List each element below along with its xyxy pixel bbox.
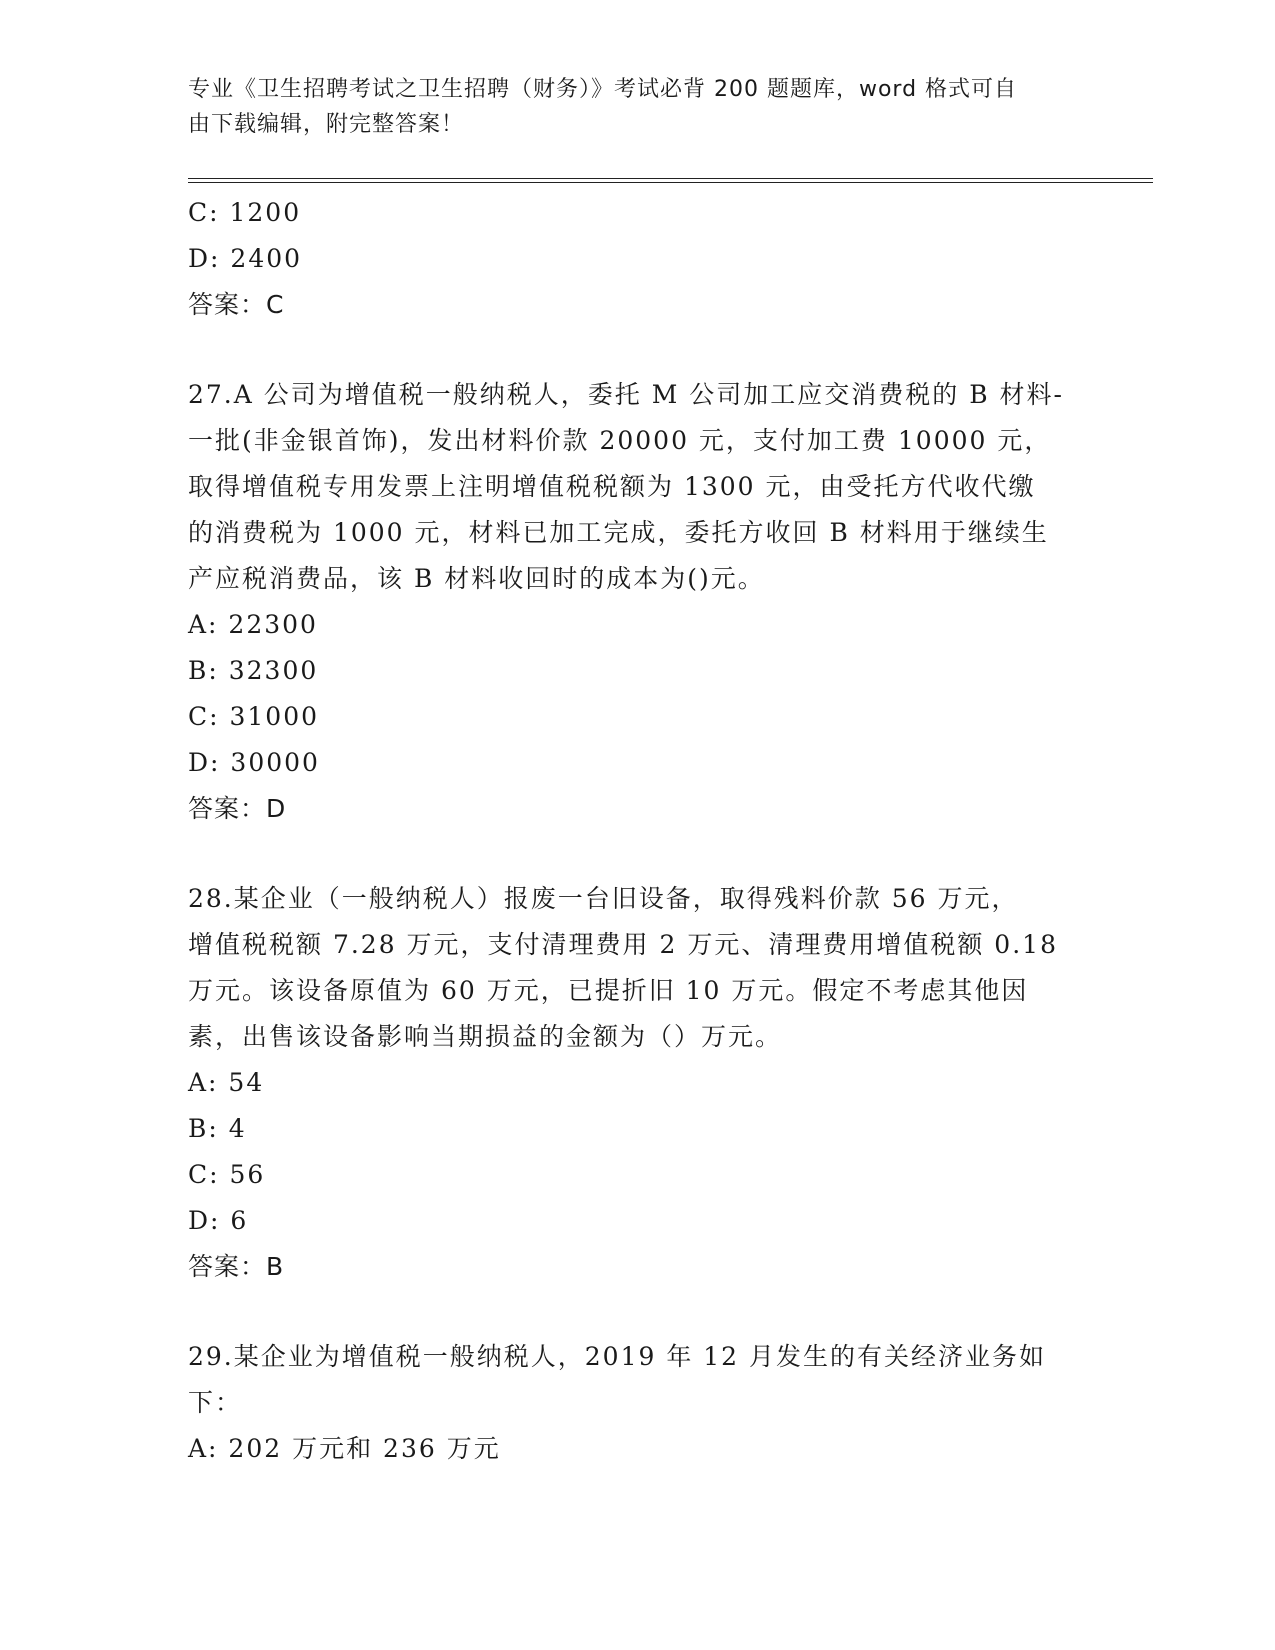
stem-line: 29.某企业为增值税一般纳税人，2019 年 12 月发生的有关经济业务如 (188, 1342, 1047, 1371)
stem-line: 的消费税为 1000 元，材料已加工完成，委托方收回 B 材料用于继续生 (188, 518, 1049, 547)
stem-line: 万元。该设备原值为 60 万元，已提折旧 10 万元。假定不考虑其他因 (188, 976, 1029, 1005)
question-stem (188, 1334, 1088, 1426)
header-line-1: 专业《卫生招聘考试之卫生招聘（财务）》考试必背 200 题题库，word 格式可自 (188, 77, 1018, 102)
question-27 (188, 372, 1088, 832)
option-b: B: 32300 (188, 656, 319, 685)
answer-line: 答案：B (188, 1252, 285, 1281)
option-c: C: 31000 (188, 702, 320, 731)
question-29 (188, 1334, 1088, 1472)
option-a: A: 202 万元和 236 万元 (188, 1434, 501, 1463)
question-stem (188, 372, 1088, 602)
option-d: D: 2400 (188, 244, 303, 273)
option-d: D: 6 (188, 1206, 249, 1235)
stem-line: 产应税消费品，该 B 材料收回时的成本为()元。 (188, 564, 765, 593)
question-26-tail (188, 190, 1088, 328)
question-28 (188, 876, 1088, 1290)
stem-line: 27.A 公司为增值税一般纳税人，委托 M 公司加工应交消费税的 B 材料- (188, 380, 1064, 409)
document-body (188, 190, 1088, 1472)
header-rule-bottom (188, 182, 1153, 183)
stem-line: 增值税税额 7.28 万元，支付清理费用 2 万元、清理费用增值税额 0.18 (188, 930, 1058, 959)
header-rule-top (188, 178, 1153, 179)
option-a: A: 54 (188, 1068, 265, 1097)
option-d: D: 30000 (188, 748, 320, 777)
option-b: B: 4 (188, 1114, 247, 1143)
stem-line: 取得增值税专用发票上注明增值税税额为 1300 元，由受托方代收代缴 (188, 472, 1036, 501)
option-a: A: 22300 (188, 610, 318, 639)
question-stem (188, 876, 1088, 1060)
option-c: C: 1200 (188, 198, 302, 227)
stem-line: 素，出售该设备影响当期损益的金额为（）万元。 (188, 1022, 783, 1051)
document-header (188, 72, 1088, 142)
option-c: C: 56 (188, 1160, 266, 1189)
answer-line: 答案：C (188, 290, 285, 319)
stem-line: 一批(非金银首饰)，发出材料价款 20000 元，支付加工费 10000 元， (188, 426, 1052, 455)
answer-line: 答案：D (188, 794, 287, 823)
stem-line: 28.某企业（一般纳税人）报废一台旧设备，取得残料价款 56 万元， (188, 884, 1019, 913)
stem-line: 下： (188, 1388, 243, 1417)
header-line-2: 由下载编辑，附完整答案！ (188, 112, 465, 137)
